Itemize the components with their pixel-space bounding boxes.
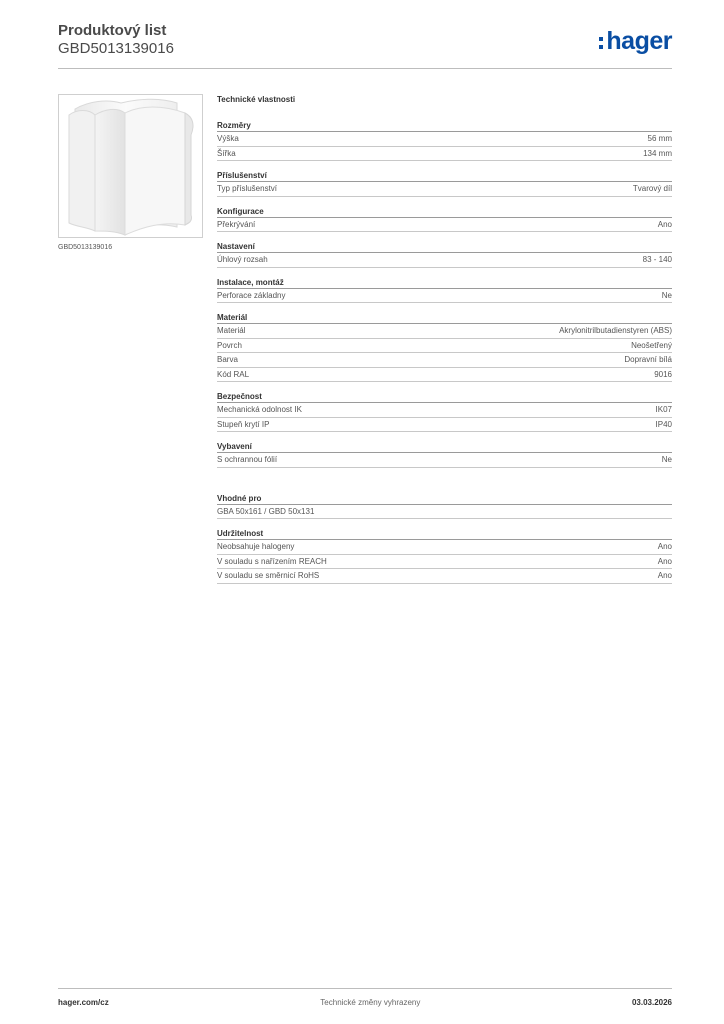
section-installation <box>217 277 672 304</box>
logo-text: hager <box>606 27 672 55</box>
property-row <box>217 289 672 304</box>
property-row <box>217 453 672 468</box>
document-title: Produktový list <box>58 22 167 39</box>
property-key: Barva <box>217 355 238 364</box>
property-row <box>217 353 672 368</box>
section-heading: Nastavení <box>217 241 672 253</box>
property-row <box>217 540 672 555</box>
section-dimensions <box>217 120 672 161</box>
property-row <box>217 418 672 433</box>
property-value: Dopravní bílá <box>624 355 672 364</box>
property-value: 9016 <box>654 369 672 379</box>
product-code: GBD5013139016 <box>58 40 174 57</box>
property-row <box>217 368 672 383</box>
section-accessories <box>217 170 672 197</box>
section-spacer <box>217 477 672 493</box>
property-row <box>217 505 672 520</box>
property-value: 56 mm <box>647 134 672 143</box>
property-key: GBA 50x161 / GBD 50x131 <box>217 506 315 516</box>
property-row <box>217 147 672 162</box>
property-key: Stupeň krytí IP <box>217 419 270 429</box>
property-value: Tvarový díl <box>632 184 672 193</box>
section-heading: Konfigurace <box>217 206 672 218</box>
property-value: 83 - 140 <box>642 255 672 264</box>
property-key: Povrch <box>217 340 242 350</box>
property-value: Ano <box>657 571 672 580</box>
property-key: Materiál <box>217 326 246 335</box>
product-image <box>58 94 203 238</box>
property-row <box>217 182 672 197</box>
product-image-caption: GBD5013139016 <box>58 244 113 251</box>
technical-properties <box>217 94 672 593</box>
property-key: Mechanická odolnost IK <box>217 405 302 414</box>
property-row <box>217 218 672 233</box>
website-link[interactable]: hager.com/cz <box>58 998 109 1007</box>
logo-dots-icon <box>599 37 603 49</box>
property-row <box>217 132 672 147</box>
section-heading: Vhodné pro <box>217 493 672 505</box>
property-key: V souladu s nařízením REACH <box>217 556 327 566</box>
section-sustainability <box>217 528 672 584</box>
properties-title: Technické vlastnosti <box>217 95 296 104</box>
section-equipment <box>217 441 672 468</box>
section-heading: Udržitelnost <box>217 528 672 540</box>
property-value: Ano <box>657 219 672 229</box>
property-row <box>217 403 672 418</box>
property-value: Ne <box>661 290 672 300</box>
property-value: Akrylonitrilbutadienstyren (ABS) <box>559 326 672 335</box>
property-key: Typ příslušenství <box>217 184 278 193</box>
section-heading: Rozměry <box>217 120 672 132</box>
hager-logo <box>599 28 672 54</box>
property-row <box>217 324 672 339</box>
property-key: Šířka <box>217 148 236 158</box>
section-heading: Bezpečnost <box>217 391 672 403</box>
section-suitable-for <box>217 493 672 520</box>
property-row <box>217 569 672 584</box>
section-heading: Materiál <box>217 312 672 324</box>
property-key: Neobsahuje halogeny <box>217 542 295 551</box>
page-footer <box>58 988 672 1007</box>
property-key: V souladu se směrnicí RoHS <box>217 571 320 580</box>
property-value: IP40 <box>655 419 672 429</box>
property-value: Ne <box>661 455 672 464</box>
footer-date: 03.03.2026 <box>631 998 672 1007</box>
section-heading: Instalace, montáž <box>217 277 672 289</box>
property-key: Kód RAL <box>217 369 250 379</box>
property-value: Ano <box>657 556 672 566</box>
property-key: Úhlový rozsah <box>217 255 268 264</box>
property-value: 134 mm <box>643 148 672 158</box>
section-material <box>217 312 672 382</box>
property-value: Ano <box>657 542 672 551</box>
property-row <box>217 253 672 268</box>
section-heading: Příslušenství <box>217 170 672 182</box>
section-settings <box>217 241 672 268</box>
property-row <box>217 339 672 354</box>
section-heading: Vybavení <box>217 441 672 453</box>
section-configuration <box>217 206 672 233</box>
section-safety <box>217 391 672 432</box>
property-key: Výška <box>217 134 239 143</box>
product-image-drawing <box>59 95 202 237</box>
footer-notice: Technické změny vyhrazeny <box>320 998 421 1007</box>
property-key: Perforace základny <box>217 290 286 300</box>
property-value: IK07 <box>655 405 672 414</box>
property-value: Neošetřený <box>631 340 672 350</box>
property-row <box>217 555 672 570</box>
property-key: S ochrannou fólií <box>217 455 278 464</box>
page-header <box>58 22 672 69</box>
property-key: Překrývání <box>217 219 256 229</box>
